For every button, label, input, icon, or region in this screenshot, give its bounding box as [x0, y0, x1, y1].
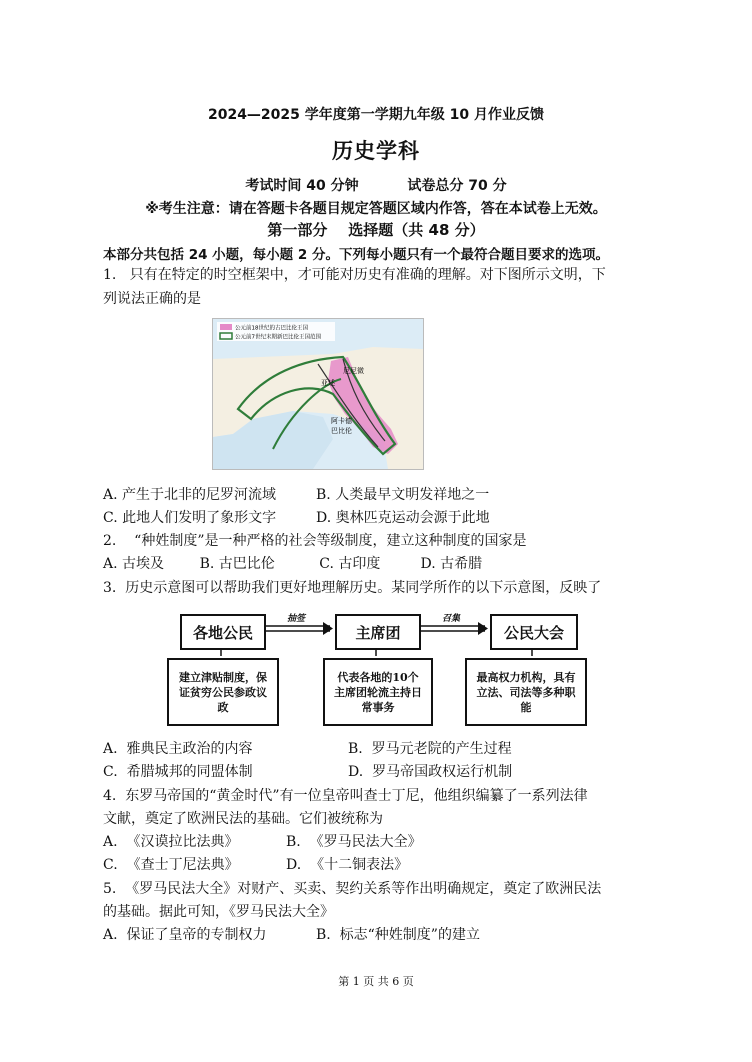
label-nineveh: 尼尼微: [343, 367, 364, 375]
label-babylon: 巴比伦: [331, 427, 352, 435]
q4-option-b: B. 《罗马民法大全》: [286, 834, 422, 850]
athens-democracy-diagram: [165, 606, 585, 726]
q1-option-c: C. 此地人们发明了象形文字: [103, 510, 277, 526]
q1-option-d: D. 奥林匹克运动会源于此地: [316, 510, 490, 526]
q1-stem-line2: 列说法正确的是: [103, 291, 201, 307]
q4-option-c: C. 《查士丁尼法典》: [103, 857, 239, 873]
exam-info: 考试时间 40 分钟 试卷总分 70 分: [245, 178, 507, 194]
q5-option-b: B. 标志“种姓制度”的建立: [316, 927, 480, 943]
legend-text-2: 公元前7世纪末期新巴比伦王国范围: [235, 334, 322, 341]
q5-option-a: A. 保证了皇帝的专制权力: [103, 927, 267, 943]
box-presidium: 主席团: [335, 614, 421, 650]
q2-stem: 2. “种姓制度”是一种严格的社会等级制度，建立这种制度的国家是: [103, 533, 527, 549]
desc-presidium: [323, 658, 433, 726]
section-instructions: 本部分共包括 24 小题，每小题 2 分。下列每小题只有一个最符合题目要求的选项。: [103, 247, 609, 263]
q3-stem: 3. 历史示意图可以帮助我们更好地理解历史。某同学所作的以下示意图，反映了: [103, 580, 602, 596]
q4-option-a: A. 《汉谟拉比法典》: [103, 834, 239, 850]
desc-citizens: [167, 658, 279, 726]
label-ashur: 亚述: [321, 379, 335, 387]
desc-citizens-text: 建立津贴制度，保证贫穷公民参政议政: [179, 670, 267, 714]
q1-stem-line1: 1. 只有在特定的时空框架中，才可能对历史有准确的理解。对下图所示文明，下: [103, 267, 606, 283]
q2-options: A. 古埃及 B. 古巴比伦 C. 古印度 D. 古希腊: [103, 556, 483, 572]
candidate-notice: ※考生注意：请在答题卡各题目规定答题区域内作答，答在本试卷上无效。: [145, 201, 607, 217]
mesopotamia-map: [212, 318, 424, 470]
q5-stem-line2: 的基础。据此可知，《罗马民法大全》: [103, 904, 334, 920]
q3-option-b: B. 罗马元老院的产生过程: [348, 741, 512, 757]
q1-option-a: A. 产生于北非的尼罗河流域: [103, 487, 277, 503]
arrow-head-2: [478, 622, 488, 635]
subject-title: 历史学科: [332, 138, 420, 163]
q4-stem-line2: 文献，奠定了欧洲民法的基础。它们被统称为: [103, 811, 383, 827]
arrow-head-1: [323, 622, 333, 635]
q1-option-b: B. 人类最早文明发祥地之一: [316, 487, 490, 503]
desc-assembly: [465, 658, 587, 726]
section-title: 第一部分 选择题（共 48 分）: [267, 221, 485, 239]
arrow-label-convene: 召集: [442, 614, 461, 624]
q3-option-c: C. 希腊城邦的同盟体制: [103, 764, 253, 780]
box-assembly: 公民大会: [490, 614, 578, 650]
box-citizens: 各地公民: [180, 614, 266, 650]
q4-option-d: D. 《十二铜表法》: [286, 857, 409, 873]
desc-presidium-text: 代表各地的10个主席团轮流主持日常事务: [334, 670, 422, 714]
legend-swatch-pink: [220, 324, 232, 330]
q3-option-a: A. 雅典民主政治的内容: [103, 741, 253, 757]
page-footer: 第 1 页 共 6 页: [338, 975, 414, 988]
label-akkad: 阿卡德: [331, 417, 352, 425]
legend-text-1: 公元前18世纪的古巴比伦王国: [235, 325, 308, 332]
exam-title: 2024—2025 学年度第一学期九年级 10 月作业反馈: [207, 107, 545, 123]
arrow-label-lottery: 抽签: [287, 614, 306, 624]
q3-option-d: D. 罗马帝国政权运行机制: [348, 764, 513, 780]
q5-stem-line1: 5. 《罗马民法大全》对财产、买卖、契约关系等作出明确规定，奠定了欧洲民法: [103, 881, 602, 897]
desc-assembly-text: 最高权力机构，具有立法、司法等多种职能: [476, 670, 576, 714]
q4-stem-line1: 4. 东罗马帝国的“黄金时代”有一位皇帝叫查士丁尼，他组织编纂了一系列法律: [103, 788, 588, 804]
map-drawing: [213, 319, 423, 469]
